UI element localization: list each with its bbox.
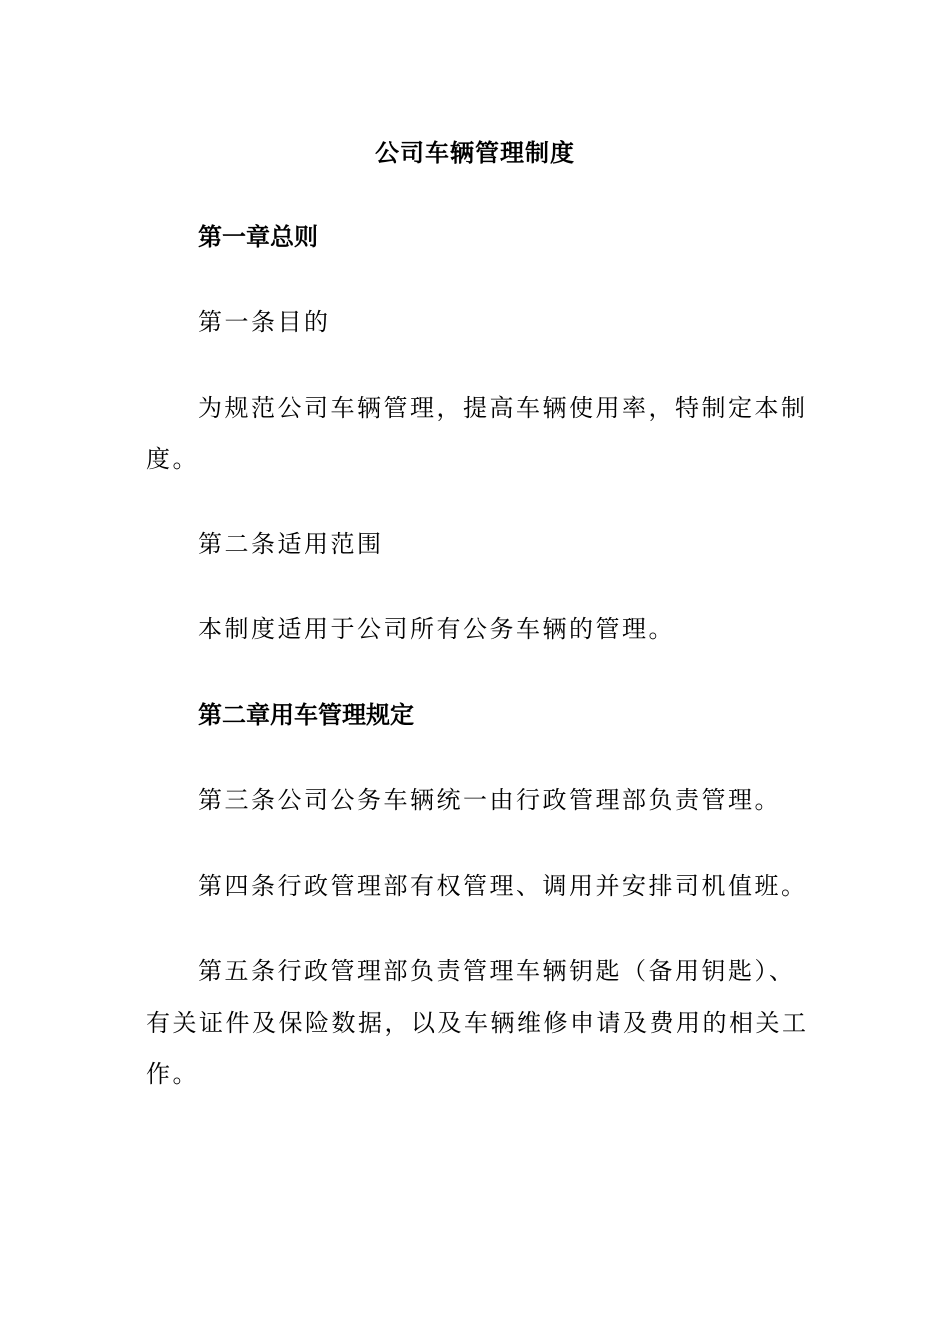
article-5-text-line-2: 有关证件及保险数据，以及车辆维修申请及费用的相关工 bbox=[146, 1009, 809, 1037]
article-1-text-line-2: 度。 bbox=[146, 445, 199, 473]
article-4-text: 第四条行政管理部有权管理、调用并安排司机值班。 bbox=[198, 872, 808, 900]
chapter-1-heading: 第一章总则 bbox=[198, 222, 318, 251]
article-3-text: 第三条公司公务车辆统一由行政管理部负责管理。 bbox=[198, 786, 781, 814]
article-1-title: 第一条目的 bbox=[198, 308, 331, 336]
article-2-text: 本制度适用于公司所有公务车辆的管理。 bbox=[198, 615, 675, 643]
article-5-text-line-1: 第五条行政管理部负责管理车辆钥匙（备用钥匙）、 bbox=[198, 957, 796, 985]
article-2-title: 第二条适用范围 bbox=[198, 530, 384, 558]
document-title: 公司车辆管理制度 bbox=[375, 138, 575, 167]
article-1-text-line-1: 为规范公司车辆管理，提高车辆使用率，特制定本制 bbox=[198, 394, 808, 422]
article-5-text-line-3: 作。 bbox=[146, 1060, 199, 1088]
chapter-2-heading: 第二章用车管理规定 bbox=[198, 700, 414, 729]
